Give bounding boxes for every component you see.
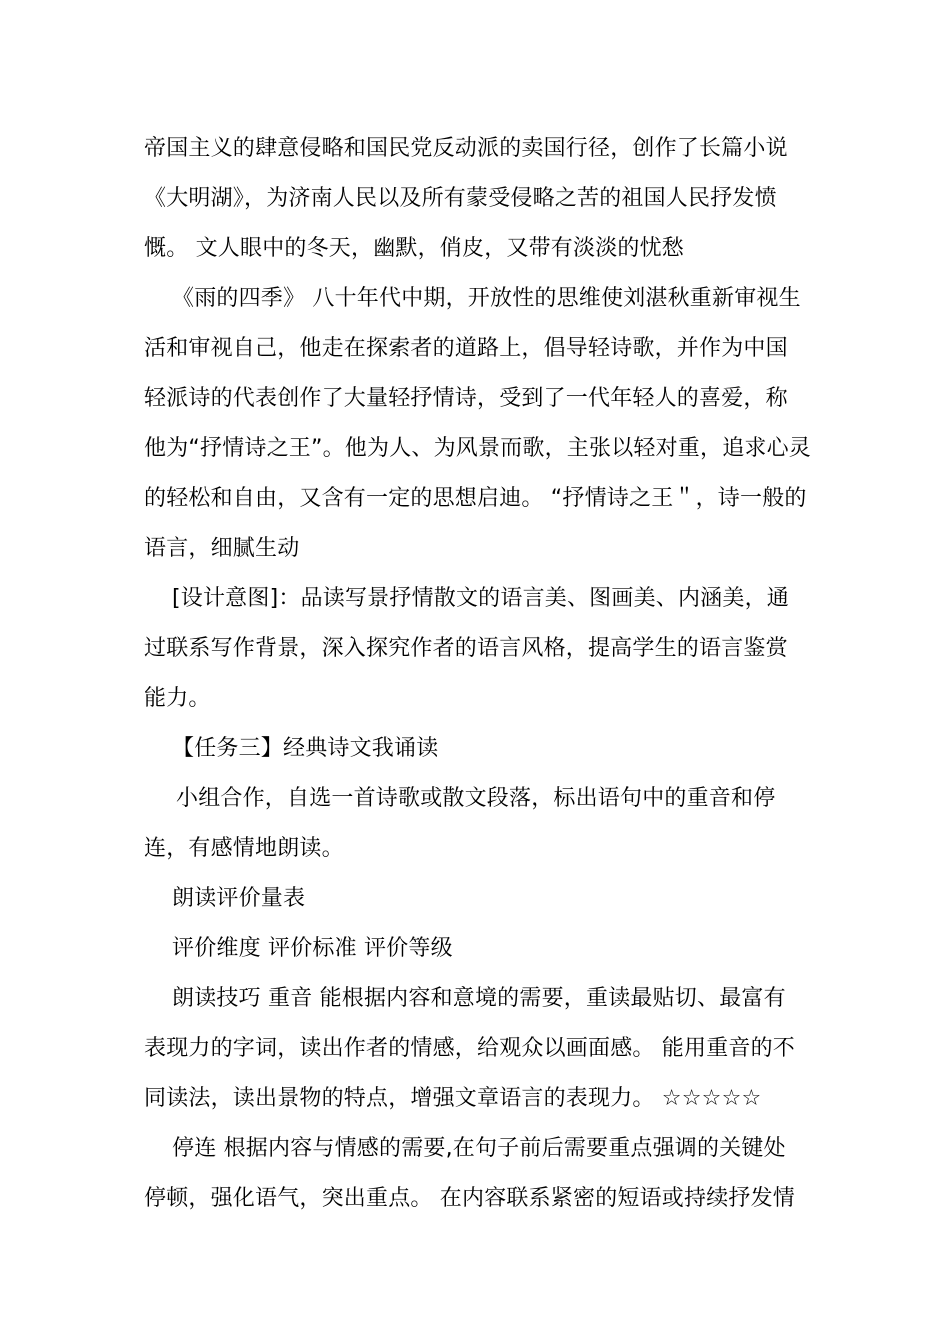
text-line: 《大明湖》，为济南人民以及所有蒙受侵略之苦的祖国人民抒发愤 (144, 186, 777, 211)
rubric-row: 表现力的字词，读出作者的情感，给观众以画面感。 能用重音的不 (144, 1036, 795, 1061)
rubric-header-row: 评价维度 评价标准 评价等级 (172, 936, 453, 961)
text-line: 慨。 文人眼中的冬天，幽默，俏皮，又带有淡淡的忧愁 (144, 236, 684, 261)
rubric-row: 停顿，强化语气，突出重点。 在内容联系紧密的短语或持续抒发情 (144, 1186, 795, 1211)
rubric-row: 朗读技巧 重音 能根据内容和意境的需要，重读最贴切、最富有 (172, 986, 786, 1011)
text-line: 活和审视自己，他走在探索者的道路上，倡导轻诗歌，并作为中国 (144, 336, 788, 361)
text-line: 连，有感情地朗读。 (144, 836, 344, 861)
text-line: 帝国主义的肆意侵略和国民党反动派的卖国行径，创作了长篇小说 (144, 136, 788, 161)
rubric-row: 同读法，读出景物的特点，增强文章语言的表现力。 ☆☆☆☆☆ (144, 1086, 762, 1111)
text-line: 过联系写作背景，深入探究作者的语言风格，提高学生的语言鉴赏 (144, 636, 788, 661)
design-intent-line: [设计意图]：品读写景抒情散文的语言美、图画美、内涵美，通 (172, 586, 789, 611)
text-line: 他为“抒情诗之王”。他为人、为风景而歌，主张以轻对重，追求心灵 (144, 436, 811, 461)
text-line: 语言，细腻生动 (144, 536, 300, 561)
task-heading: 【任务三】经典诗文我诵读 (172, 736, 439, 761)
rubric-title: 朗读评价量表 (172, 886, 306, 911)
text-line: 小组合作，自选一首诗歌或散文段落，标出语句中的重音和停 (176, 786, 776, 811)
text-line: 的轻松和自由，又含有一定的思想启迪。 “抒情诗之王＂，诗一般的 (144, 486, 807, 511)
text-line: 能力。 (144, 686, 211, 711)
text-line: 轻派诗的代表创作了大量轻抒情诗，受到了一代年轻人的喜爱，称 (144, 386, 788, 411)
rubric-row: 停连 根据内容与情感的需要,在句子前后需要重点强调的关键处 (172, 1136, 786, 1161)
text-line: 《雨的四季》 八十年代中期，开放性的思维使刘湛秋重新审视生 (172, 286, 801, 311)
